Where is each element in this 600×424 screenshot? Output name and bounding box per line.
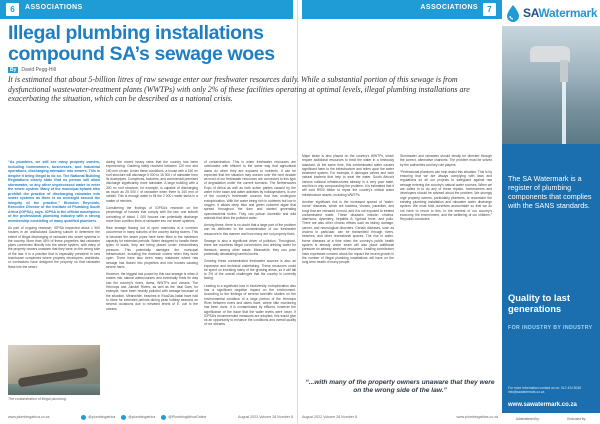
paragraph: “Professional plumbers can help assist this situation. This is by ensuring that we are always complying with laws and regulations so all our projects to safeguard against raw sewage entering the country’s natural water courses. When we are called in to do any of these repairs, homeowners and developers should be advised about the problem. We strongly urge property owners, particularly plumbers, to reconsider the existing plumbing installation and rainwater water discharge system. We must hold ourselves accountable so that we do not have to resort to this, in the interest of our country’s economy, the environment, and the wellbeing of our children,” Reynolds concludes.: [400, 169, 492, 222]
article-column-2: [106, 160, 198, 314]
right-header-bar: [302, 0, 502, 19]
advert-footer: [502, 413, 600, 424]
social-links: [81, 415, 206, 420]
byline-label: By: [10, 67, 17, 73]
standfirst: It is estimated that about 5-billion litres of raw sewage enter our freshwater resources daily. While a substantial portion of this sewage is from dysfunctional wastewater-treatment plants (WWTPs) with only 2% of these facilities operating at optimal levels, illegal plumbing installations are exacerbating the situation, which can be described as a national crisis.: [8, 75, 470, 104]
paragraph: Raw sewage flowing out of open manholes is a common occurrence in many suburbs of the country during storms. This is because the sewer pipes have been filled to the maximum capacity for extended periods. Water designed to handle these types of loads, they are being placed under extraordinary pressure. This potentially damages the municipal infrastructure, including the manhole covers when they burst open. There have also been many instances where raw sewage has flowed into properties and into houses causing severe harm.: [106, 226, 198, 269]
article-column-1: [8, 160, 100, 272]
page-gutter: [297, 0, 298, 424]
right-page-number: 7: [483, 3, 496, 16]
right-section-tag: ASSOCIATIONS: [420, 4, 478, 11]
sa-watermark-advert[interactable]: [502, 0, 600, 424]
advert-brand-name: SAWatermark: [523, 6, 598, 20]
tap-spout: [560, 60, 568, 82]
water-drop-icon: [506, 5, 520, 22]
social-link[interactable]: @plumbingafrica: [121, 415, 155, 420]
paragraph: Another significant risk is the increased spread of “water-borne” diseases, which are bacteria, viruses, parasites, and fungi that are released in most, and it is not exposed to treated contaminated water. These diseases include: cholera, diarrhoea, dysentery, hepatitis A, typhoid fever, and polio. There are also other chronic effects such as kidney damage, cancer, and neurological disorders. Certain diseases, such as cholera in particular, can be transmitted through rivers, beaches, and other recreational spaces. The rise in water-borne diseases at a time when the country’s public health system is already under strain will also place additional pressure on already stretched resources. Leading contributors have expressed concern about the impact the recent growth in the number of illegal plumbing installations will have on the long-term health of many people.: [302, 199, 394, 265]
article-column-3: [204, 160, 296, 330]
paragraph: As part of ongoing research, IOPSA inspected about 1 500 houses in an undisclosed Gauteng suburb to determine the extent of illegal discharging of rainwater into sewer systems in the country. More than 45% of these properties had rainwater pipes connected directly into the sewer system, with many of the property owners unaware that they were on the wrong side of the law. It is a practice that is especially prevalent in new townhouse complexes where property developers, architects, or contractors have designed the property so that rainwater flows into the sewer.: [8, 226, 100, 269]
paragraph: “As plumbers, we still see many property owners, including homeowners, businesses, and industrial operations, discharging rainwater into sewers. This is despite it being illegal to do so. The National Building Regulations clearly state that no person will allow stormwater, or any other unprocessed water to enter the sewer system. Many of the municipal bylaws also prohibit the practice of discharging rainwater into sewer systems as there is no oversight around the integrity of the practice,” Brendon Reynolds, Executive Director of the Institute of Plumbing South Africa (IOPSA), says. IOPSA is the official mouthpiece of the professional plumbing industry with a strong membership consisting of many qualified plumbers.: [8, 160, 100, 223]
author-name: David Pegg-Hill: [21, 67, 56, 73]
paragraph: Among these, there is no doubt that a large part of the problem can be attributed to the contamination of our freshwater resources in this manner and how many are not properly fixed.: [204, 223, 296, 236]
advert-tap-photo: [502, 26, 600, 144]
social-link[interactable]: @PlumbingAfricaOnline: [161, 415, 206, 420]
water-stream: [562, 82, 566, 144]
article-photo: [8, 345, 100, 395]
paragraph: Leading to a significant loss in biodiversity, eutrophication also has a significant negative impact on the environment. According to the findings of several scientific studies on the environmental condition of a large portion of the Hennops River between rivers and dams have, where little monitoring has been done. It is contaminated by effluent, however the significance of the issue that the water levels were lower. If IOPSA’s recommended measures are adopted, this would give us an opportunity to enhance the conditions and overall quality of our streams.: [204, 283, 296, 327]
photo-caption: The contamination of illegal plumbing.: [8, 397, 67, 401]
advert-administered-by: Administered by:: [515, 416, 540, 421]
advert-body: The SA Watermark is a register of plumbing components that complies with the SANS standards.: [508, 174, 592, 210]
article-column-4: [302, 154, 394, 267]
facebook-icon: [161, 415, 166, 420]
byline: [8, 67, 56, 73]
right-footer: [302, 412, 498, 422]
article-title: Illegal plumbing installations compound SA’s sewage woes: [8, 22, 275, 65]
left-footer: [8, 412, 293, 422]
footer-issue: August 2022 Volume 28 Number 8: [302, 415, 357, 419]
twitter-icon: [81, 415, 86, 420]
advert-tagline: FOR INDUSTRY BY INDUSTRY: [508, 325, 593, 331]
paragraph: Stormwater and rainwater should ideally be directed through the correct, alternative channels. The problem must be solved by the authorities and key role players.: [400, 154, 492, 167]
paragraph: However, the biggest risk posed by this raw sewage is when it makes into natural watercourses and eventually finds its way into the country’s rivers, dams, WWTPs and oceans. The Hennops and Jukskei Rivers, as well as the Vaal Dam, for example, have been heavily polluted with sewage because of the situation. Meanwhile, beaches in KwaZulu-Natal have had to close for extended periods during peak holiday seasons on several occasions due to elevated levels of E. coli in the oceans.: [106, 272, 198, 311]
paragraph: Sewage is also a significant driver of pollution. Throughout, there are countless illegal connections and drinking water for livestock, among other waste. Meanwhile, they can pose potentially devastating harmful toxins.: [204, 239, 296, 256]
advert-contact-info: For more information contact us on: 012 424 8045 info@sawatermark.co.za: [508, 386, 582, 395]
instagram-icon: [121, 415, 126, 420]
paragraph: of contamination. This is when freshwater resources are overloaded with effluent to the same way that agricultural dams do when they are exposed to nutrients. It can be expected that the situation may worsen over the next decade as most of our freshwater resources are connected to this type of degradation under the current scenario. The Netherwaves Expo of Africa as well as both action parties caused by the water in the basin and water activities by holidaymakers, is one of the country’s freshwater sources that has undergone eutrophication. With the water being rich in nutrients but low in oxygen, it allows deep blue and green coloured algae that spread throughout the dam and started generating cyanobacterial toxins. They can poison domestic and wild animals that drink the polluted water.: [204, 160, 296, 220]
article-column-5: [400, 154, 492, 224]
left-page-number: 6: [6, 3, 19, 16]
left-header-bar: [0, 0, 293, 19]
footer-issue: August 2022 Volume 28 Number 8: [238, 415, 293, 419]
paragraph: during the recent heavy rains that the country has been experiencing. Gauteng lately received between 120 mm and 160 mm of rain. Under these conditions, a house with a 150 m² roof structure will discharge 5 000 to 15 000 ℓ of rainwater from its downpipes. Complexes, factories, and commercial premises discharge significantly more rainwater. A large building with a 300 m² roof structure, for example, is capable of discharging as much as 25 000 ℓ of rainwater when there is 150 mm of rainfall. This is enough water to fill the 2 000 ℓ water tanks in a matter of minutes.: [106, 160, 198, 203]
advert-website[interactable]: www.sawatermark.co.za: [508, 402, 577, 408]
footer-website[interactable]: www.plumbingafrica.co.za: [8, 415, 50, 419]
paragraph: Major strain is also placed on the country’s WWTPs, which require additional resources to treat the water in a timeously standard. At the same time, this contaminated water causes significant harm to the infrastructure and relies upon the water treatment system. For example, it damages valves and both natural bacteria that help to treat the water. South Africa’s various national infrastructures already in a very poor state, and this is only compounding the problem. It is estimated that it will cost R900 billion to repair the country’s critical water infrastructure assets, including WWTPs.: [302, 154, 394, 197]
footer-website[interactable]: www.plumbingafrica.co.za: [456, 415, 498, 419]
advert-brand: [502, 0, 600, 26]
paragraph: Growing these contaminated freshwater sources is also an expensive and technical undertaking. These resources could be spent on investing many of the growing areas, so it will fall to 2% of the overall challenges that the country is currently facing.: [204, 259, 296, 281]
pull-quote: “...with many of the property owners unaware that they were on the wrong side of the law.”: [305, 379, 495, 394]
advert-endorsed-by: Endorsed by:: [567, 416, 587, 421]
social-link[interactable]: @plumbingafrica: [81, 415, 115, 420]
paragraph: Considering the findings of IOPSA’s research on the percentage of houses that comply with the law, one suburb consisting of about 1 000 houses can potentially discharge more than a million litres of rainwater into our sewer systems.: [106, 205, 198, 223]
left-section-tag: ASSOCIATIONS: [25, 4, 83, 11]
advert-headline: Quality to last generations: [508, 292, 570, 314]
